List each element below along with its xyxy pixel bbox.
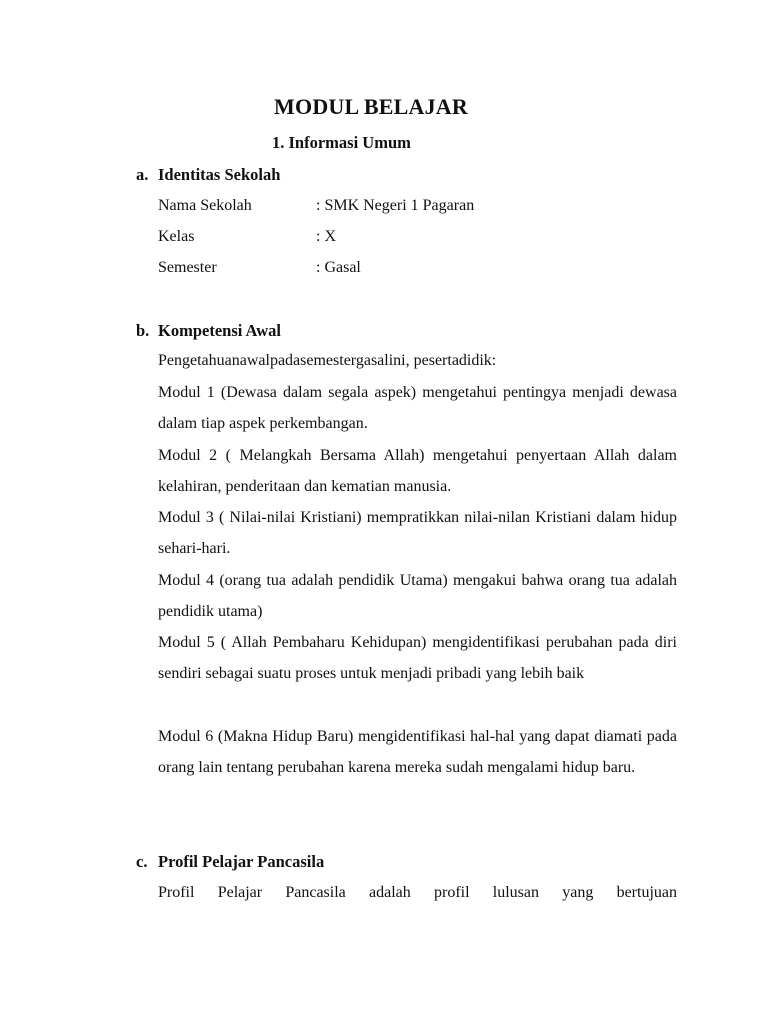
profil-word: yang [562,884,594,901]
profil-word: lulusan [492,884,539,901]
module-paragraph-4: Modul 4 (orang tua adalah pendidik Utama) mengakui bahwa orang tua adalah pendidik utama) [158,572,677,621]
profil-word: Profil [158,884,195,901]
profil-word: bertujuan [616,884,677,901]
module-paragraph-2: Modul 2 ( Melangkah Bersama Allah) mengetahui penyertaan Allah dalam kelahiran, penderitaan dan kematian manusia. [158,447,677,496]
section-b-letter: b. [136,321,150,340]
section-a-title: Identitas Sekolah [158,165,281,184]
profil-word: Pancasila [285,884,346,901]
document-title: MODUL BELAJAR [274,94,468,119]
identity-value: : SMK Negeri 1 Pagaran [316,197,475,214]
section-b-title: Kompetensi Awal [158,321,281,340]
section-a-letter: a. [136,165,149,184]
module-paragraph-1: Modul 1 (Dewasa dalam segala aspek) mengetahui pentingya menjadi dewasa dalam tiap aspek perkembangan. [158,384,677,433]
identity-value: : X [316,228,336,245]
identity-label: Kelas [158,228,195,245]
module-paragraph-5: Modul 5 ( Allah Pembaharu Kehidupan) mengidentifikasi perubahan pada diri sendiri sebagai suatu proses untuk menjadi pribadi yang lebih baik [158,634,677,683]
profil-word: profil [433,884,470,901]
identity-label: Semester [158,259,217,276]
section-c-letter: c. [136,852,148,871]
profil-word: adalah [369,884,411,901]
identity-row-semester [158,259,678,277]
profil-word: Pelajar [217,884,263,901]
module-paragraph-6: Modul 6 (Makna Hidup Baru) mengidentifikasi hal-hal yang dapat diamati pada orang lain tentang perubahan karena mereka sudah mengalami hidup baru. [158,728,677,777]
identity-value: : Gasal [316,259,361,276]
identity-row-nama-sekolah [158,197,678,215]
identity-row-kelas [158,228,678,246]
section-heading-informasi-umum: 1. Informasi Umum [272,133,411,152]
identity-label: Nama Sekolah [158,197,252,214]
profil-paragraph-line [158,884,677,902]
kompetensi-intro: Pengetahuanawalpadasemestergasalini, pesertadidik: [158,352,497,369]
section-c-title: Profil Pelajar Pancasila [158,852,325,871]
module-paragraph-3: Modul 3 ( Nilai-nilai Kristiani) mempratikkan nilai-nilan Kristiani dalam hidup sehari-hari. [158,509,677,558]
